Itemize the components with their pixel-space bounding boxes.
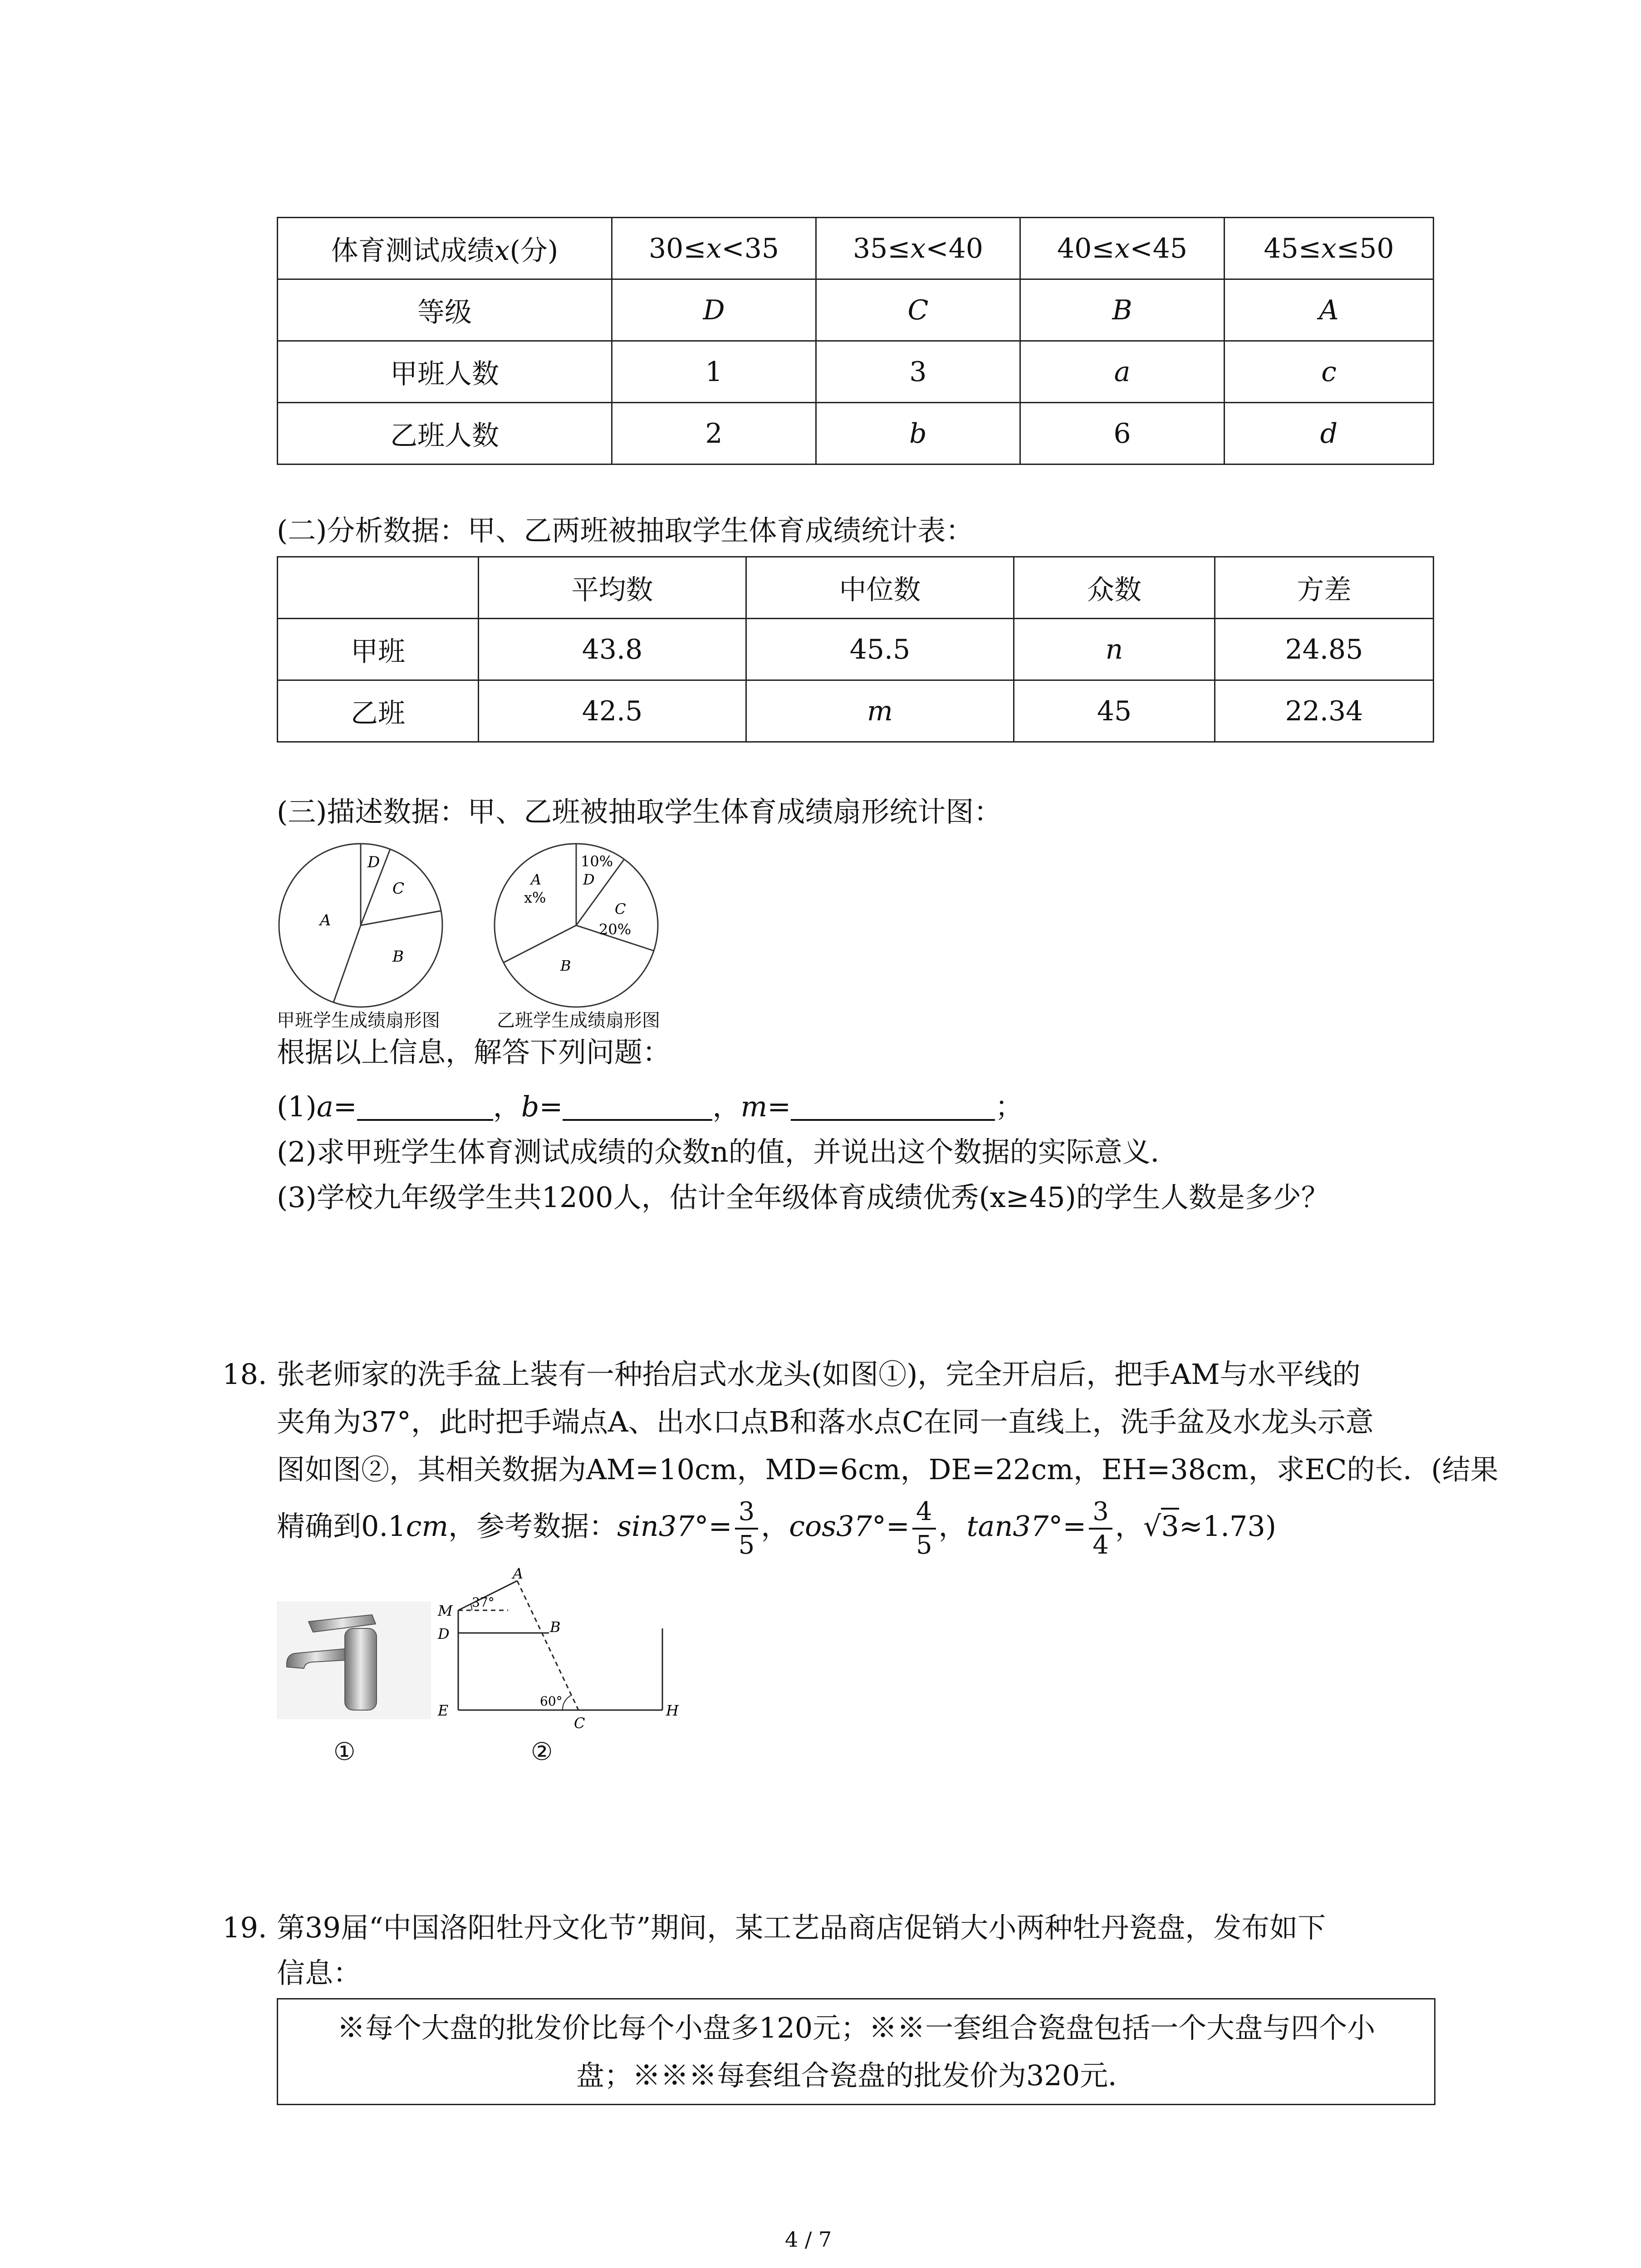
pie1-label-b: B [392,948,404,966]
cell: C [816,279,1020,341]
q18-number: 18. [222,1358,267,1391]
cell: 22.34 [1215,680,1434,742]
info-box [277,1998,1435,2105]
q18-line1: 张老师家的洗手盆上装有一种抬启式水龙头(如图①)，完全开启后，把手AM与水平线的 [277,1358,1361,1391]
cell: 43.8 [479,619,746,680]
pie-chart-class-b [492,839,665,1012]
header-mode: 众数 [1014,557,1215,619]
pie-chart-class-a [277,839,458,1012]
row-label: 等级 [278,279,612,341]
info-box-line1: ※每个大盘的批发价比每个小盘多120元；※※一套组合瓷盘包括一个大盘与四个小 [337,2011,1376,2044]
cell: d [1225,403,1434,464]
answer-blank-m[interactable] [791,1092,995,1121]
section3-title: (三)描述数据：甲、乙班被抽取学生体育成绩扇形统计图： [277,795,1002,828]
pie1-label-c: C [392,880,405,898]
point-c: C [574,1715,585,1732]
q18-line2: 夹角为37°，此时把手端点A、出水口点B和落水点C在同一直线上，洗手盆及水龙头示意 [277,1405,1374,1438]
faucet-image [277,1601,431,1719]
angle-37: 37° [472,1595,495,1610]
sqrt-symbol: √ [1143,1510,1161,1543]
header-median: 中位数 [746,557,1014,619]
q17-intro: 根据以上信息，解答下列问题： [277,1036,671,1069]
q18-line4: 精确到0.1cm，参考数据：sin37°= $\frac{3}{5}$ ，cos37°= $\frac{4}{5}$ ，tan37°= $\frac{3}{4}$ ，√3≈1.73) [277,1492,1276,1561]
cell: c [1225,341,1434,403]
section2-title: (二)分析数据：甲、乙两班被抽取学生体育成绩统计表： [277,514,974,547]
pie1-label-a: A [320,911,331,929]
pie2-label-20pct: 20% [599,921,632,938]
pie1-label-d: D [367,853,380,871]
point-b: B [550,1618,561,1636]
cell: A [1225,279,1434,341]
cell: 24.85 [1215,619,1434,680]
q19-number: 19. [222,1911,267,1944]
fraction-cos: $\frac{4}{5}$ [912,1496,936,1561]
header-empty [278,557,479,619]
statistics-table [277,556,1434,743]
q17-part3: (3)学校九年级学生共1200人，估计全年级体育成绩优秀(x≥45)的学生人数是多少？ [277,1181,1329,1214]
answer-blank-a[interactable] [357,1092,493,1121]
header-range-4: 45≤x≤50 [1225,218,1434,279]
q17-part2: (2)求甲班学生体育测试成绩的众数n的值，并说出这个数据的实际意义． [277,1135,1179,1168]
pie2-label-a: A [531,871,542,888]
point-e: E [438,1702,449,1719]
cell: 3 [816,341,1020,403]
point-a: A [513,1565,524,1582]
point-h: H [666,1702,679,1719]
cell: n [1014,619,1215,680]
cell: 42.5 [479,680,746,742]
pie2-caption: 乙班学生成绩扇形图 [497,1010,660,1031]
fraction-tan: $\frac{3}{4}$ [1089,1496,1112,1561]
row-label: 甲班人数 [278,341,612,403]
cell: m [746,680,1014,742]
fig1-label: ① [333,1737,356,1766]
row-label: 乙班人数 [278,403,612,464]
score-distribution-table [277,217,1434,465]
cell: 2 [612,403,816,464]
cell: 1 [612,341,816,403]
header-score: 体育测试成绩x(分) [278,218,612,279]
cell: B [1020,279,1225,341]
row-label: 乙班 [278,680,479,742]
faucet-geometry-diagram [426,1565,690,1765]
fig2-label: ② [531,1737,553,1766]
point-d: D [438,1625,450,1642]
header-range-2: 35≤x<40 [816,218,1020,279]
page-number: 4 / 7 [785,2227,832,2252]
point-m: M [438,1602,453,1619]
answer-blank-b[interactable] [563,1092,712,1121]
q17-part1: (1)a= ，b= ，m= ； [277,1090,1024,1123]
q19-line2: 信息： [277,1956,362,1989]
pie2-label-10pct: 10% [581,853,613,870]
q18-line3: 图如图②，其相关数据为AM=10cm，MD=6cm，DE=22cm，EH=38cm，求EC的长．(结果 [277,1453,1499,1486]
pie2-label-d: D [583,871,595,888]
info-box-line2: 盘；※※※每套组合瓷盘的批发价为320元． [576,2059,1136,2092]
angle-60: 60° [540,1694,563,1709]
header-range-1: 30≤x<35 [612,218,816,279]
fraction-sin: $\frac{3}{5}$ [735,1496,759,1561]
header-range-3: 40≤x<45 [1020,218,1225,279]
cell: 6 [1020,403,1225,464]
row-label: 甲班 [278,619,479,680]
q19-line1: 第39届“中国洛阳牡丹文化节”期间，某工艺品商店促销大小两种牡丹瓷盘，发布如下 [277,1911,1326,1944]
cell: 45.5 [746,619,1014,680]
cell: 45 [1014,680,1215,742]
header-mean: 平均数 [479,557,746,619]
pie2-label-xpct: x% [524,889,546,906]
pie2-label-b: B [560,957,571,974]
cell: b [816,403,1020,464]
pie2-label-c: C [615,900,626,918]
cell: a [1020,341,1225,403]
pie1-caption: 甲班学生成绩扇形图 [277,1010,440,1031]
cell: D [612,279,816,341]
header-variance: 方差 [1215,557,1434,619]
